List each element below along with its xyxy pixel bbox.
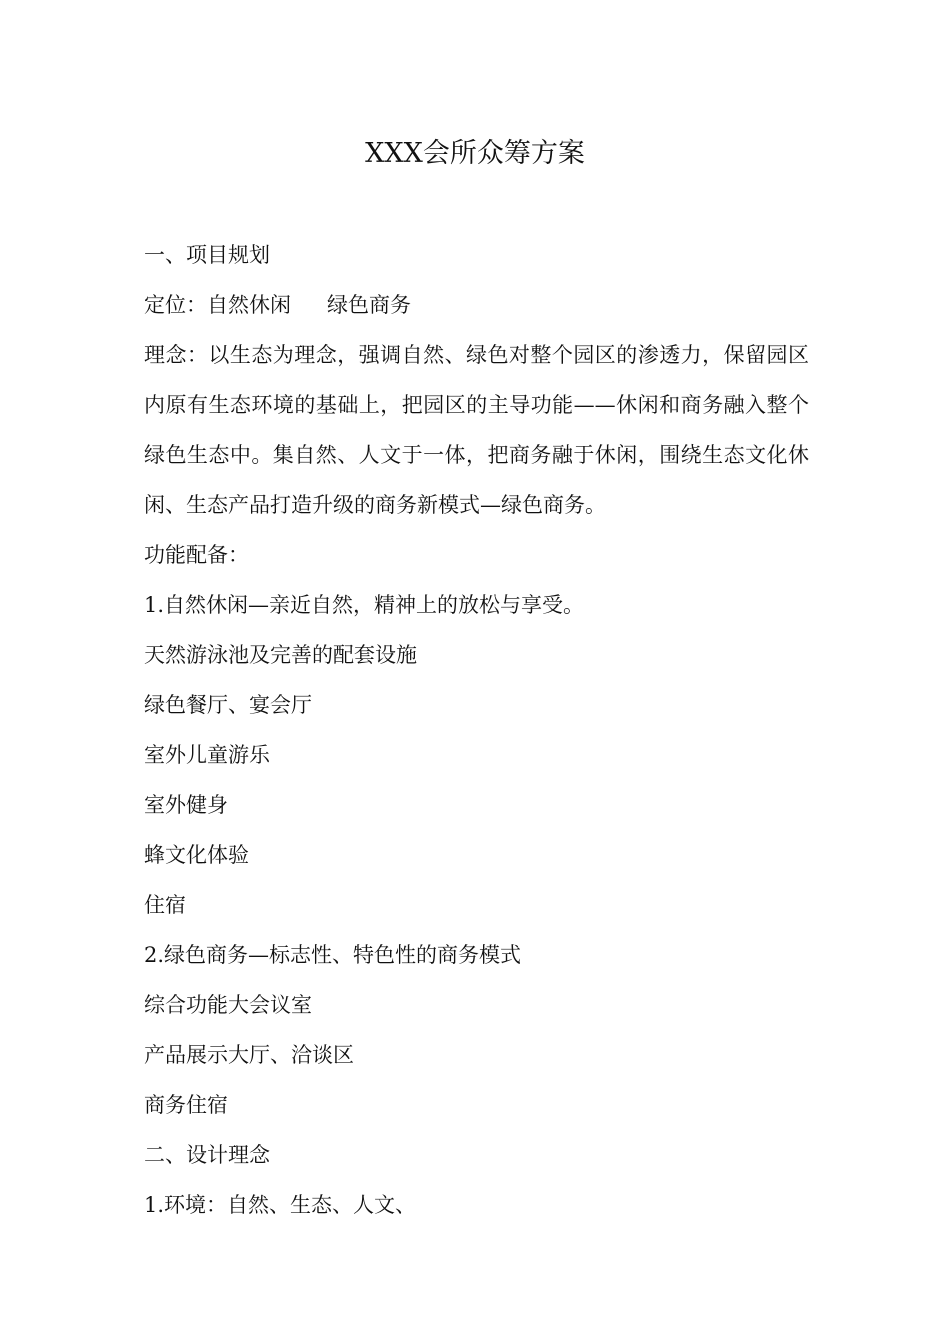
business-item: 产品展示大厅、洽谈区 [144,1043,354,1067]
environment-line: 1.环境：自然、生态、人文、 [144,1193,417,1217]
leisure-item: 室外健身 [144,793,228,817]
positioning-line [144,280,809,330]
leisure-item: 室外儿童游乐 [144,743,270,767]
business-heading: 2.绿色商务—标志性、特色性的商务模式 [144,943,522,967]
functions-heading: 功能配备： [144,543,249,567]
section-heading-design-concept: 二、设计理念 [144,1143,270,1167]
concept-paragraph: 理念：以生态为理念，强调自然、绿色对整个园区的渗透力，保留园区内原有生态环境的基础上，把园区的主导功能——休闲和商务融入整个绿色生态中。集自然、人文于一体，把商务融于休闲，围绕生态文化休闲、生态产品打造升级的商务新模式—绿色商务。 [144,343,809,517]
business-item: 商务住宿 [144,1093,228,1117]
leisure-heading: 1.自然休闲—亲近自然，精神上的放松与享受。 [144,593,585,617]
document-title: XXX会所众筹方案 [365,138,585,169]
business-item: 综合功能大会议室 [144,993,312,1017]
leisure-item: 天然游泳池及完善的配套设施 [144,643,417,667]
document-body [144,230,809,1230]
leisure-item: 蜂文化体验 [144,843,249,867]
leisure-item: 住宿 [144,893,186,917]
section-heading-project-planning: 一、项目规划 [144,243,270,267]
positioning-value: 绿色商务 [327,293,411,317]
leisure-item: 绿色餐厅、宴会厅 [144,693,312,717]
positioning-label: 定位：自然休闲 [144,293,291,317]
